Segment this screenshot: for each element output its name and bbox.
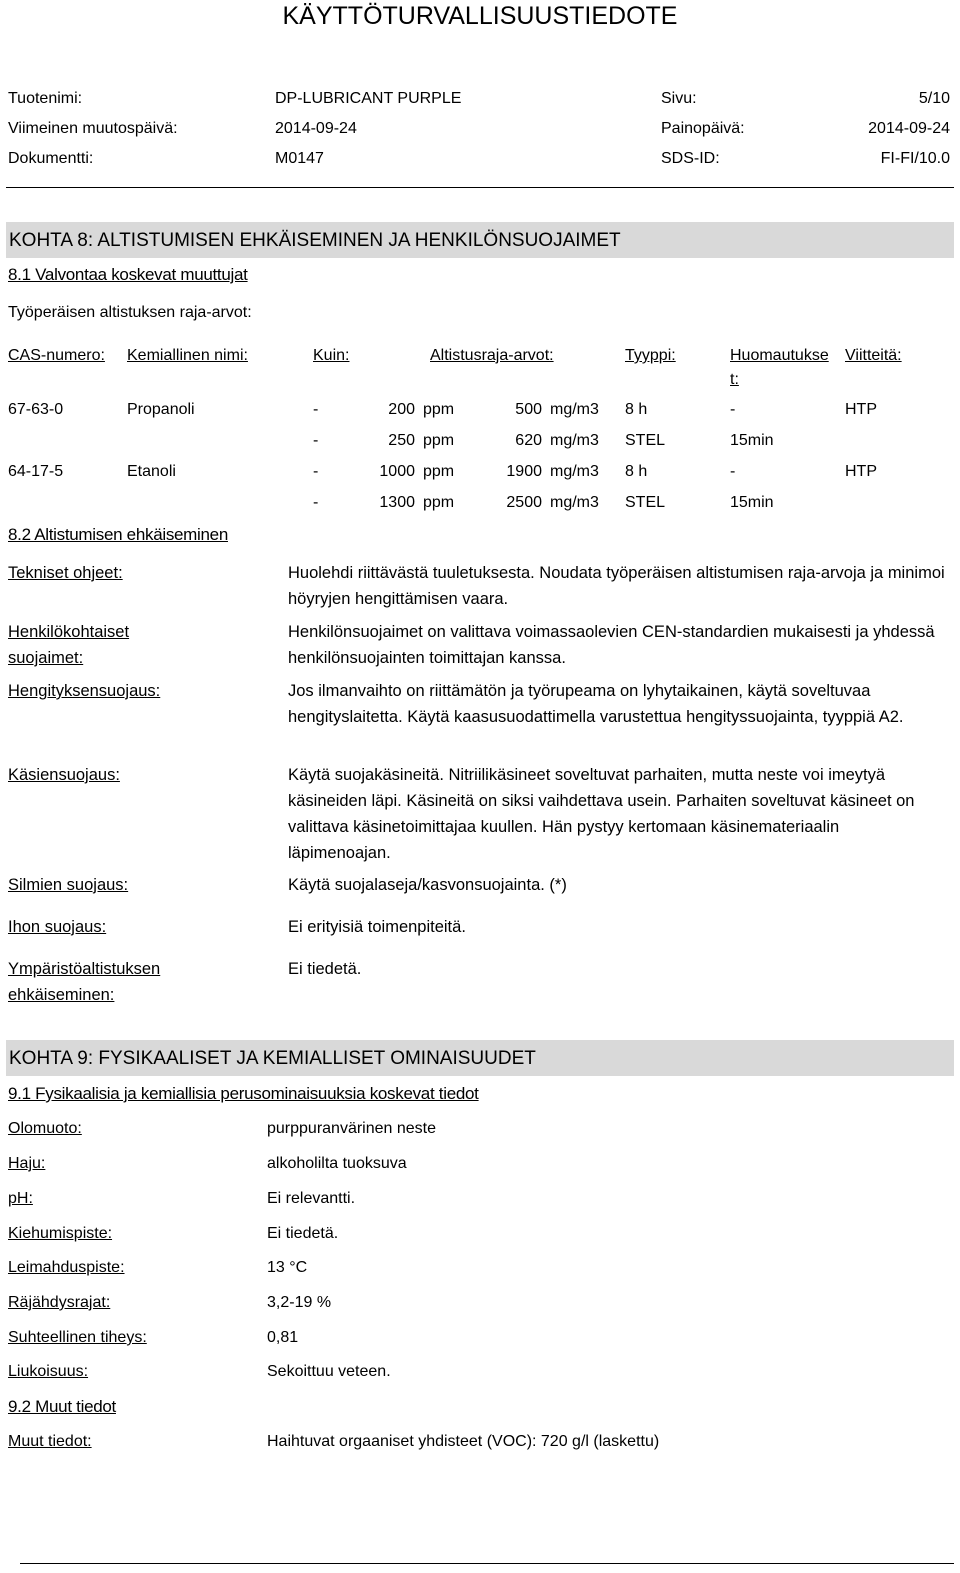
section8-heading-bar: [6, 222, 954, 258]
item-text-environmental: Ei tiedetä.: [288, 960, 362, 978]
prop-label: Liukoisuus:: [8, 1363, 89, 1380]
col-exposure-limits: Altistusraja-arvot:: [430, 347, 554, 364]
document-id-label: Dokumentti:: [8, 150, 94, 167]
print-date-value: 2014-09-24: [868, 120, 950, 137]
print-date-label: Painopäivä:: [661, 120, 745, 137]
product-name-value: DP-LUBRICANT PURPLE: [275, 90, 462, 107]
cell-ppm: 1000: [379, 463, 415, 480]
cell-mg: 620: [515, 432, 542, 449]
item-text-skin: Ei erityisiä toimenpiteitä.: [288, 918, 466, 936]
prop-label: Räjähdysrajat:: [8, 1294, 111, 1311]
prop-label: Olomuoto:: [8, 1120, 82, 1137]
section9-2-subheading: 9.2 Muut tiedot: [8, 1397, 116, 1416]
cell-mg-unit: mg/m3: [550, 463, 599, 480]
cell-ref: HTP: [845, 401, 877, 418]
cell-note: -: [730, 463, 736, 480]
item-label-hand: Käsiensuojaus:: [8, 766, 120, 784]
section8-2-subheading: 8.2 Altistumisen ehkäiseminen: [8, 525, 228, 544]
col-type: Tyyppi:: [625, 347, 676, 364]
section8-1-subheading: 8.1 Valvontaa koskevat muuttujat: [8, 265, 248, 284]
other-info-label: Muut tiedot:: [8, 1433, 92, 1450]
cell-type: STEL: [625, 494, 666, 511]
cell-type: 8 h: [625, 401, 648, 418]
prop-label: Suhteellinen tiheys:: [8, 1329, 147, 1346]
revised-date-label: Viimeinen muutospäivä:: [8, 120, 178, 137]
cell-mg-unit: mg/m3: [550, 432, 599, 449]
cell-mg: 500: [515, 401, 542, 418]
revised-date-value: 2014-09-24: [275, 120, 357, 137]
col-references: Viitteitä:: [845, 347, 902, 364]
exposure-limits-intro: Työperäisen altistuksen raja-arvot:: [8, 304, 252, 321]
item-text-eye: Käytä suojalaseja/kasvonsuojainta. (*): [288, 876, 567, 894]
col-kuin: Kuin:: [313, 347, 350, 364]
prop-value: 13 °C: [267, 1259, 308, 1276]
cell-ref: HTP: [845, 463, 877, 480]
item-label-environmental: Ympäristöaltistuksen ehkäiseminen:: [8, 960, 161, 1004]
item-text-technical: Huolehdi riittävästä tuuletuksesta. Noudata työperäisen altistumisen raja-arvoja ja minimoi höyryjen hengittämisen vaara.: [288, 564, 945, 608]
prop-label: Kiehumispiste:: [8, 1225, 113, 1242]
cell-ppm-unit: ppm: [423, 432, 455, 449]
cell-mg: 2500: [506, 494, 542, 511]
prop-value: 3,2-19 %: [267, 1294, 332, 1311]
item-text-respiratory: Jos ilmanvaihto on riittämätön ja työrupeama on lyhytaikainen, käytä soveltuvaa hengityslaitetta. Käytä kaasusuodattimella varustettua hengityssuojainta, tyyppiä A2.: [288, 682, 904, 726]
cell-ppm: 250: [388, 432, 415, 449]
item-text-hand: Käytä suojakäsineitä. Nitriilikäsineet soveltuvat parhaiten, mutta neste voi imeytyä käsineiden läpi. Käsineitä on siksi vaihdettava usein. Parhaiten soveltuvat käsineet on valittava käsinetoimittajaa kuullen. Hän pystyy kertomaan käsinemateriaalin läpimenoajan.: [288, 766, 915, 862]
cell-mg-unit: mg/m3: [550, 494, 599, 511]
prop-value: purppuranvärinen neste: [267, 1120, 437, 1137]
cell-kuin: -: [313, 432, 319, 449]
prop-label: Leimahduspiste:: [8, 1259, 125, 1276]
cell-note: -: [730, 401, 736, 418]
prop-value: Ei relevantti.: [267, 1190, 356, 1207]
sds-id-value: FI-FI/10.0: [880, 150, 950, 167]
cell-cas: 64-17-5: [8, 463, 64, 480]
cell-cas: 67-63-0: [8, 401, 64, 418]
cell-ppm: 200: [388, 401, 415, 418]
section9-heading: KOHTA 9: FYSIKAALISET JA KEMIALLISET OMINAISUUDET: [9, 1048, 536, 1069]
prop-value: 0,81: [267, 1329, 299, 1346]
footer-divider: [20, 1563, 954, 1564]
cell-kuin: -: [313, 494, 319, 511]
product-name-label: Tuotenimi:: [8, 90, 83, 107]
document-title: KÄYTTÖTURVALLISUUSTIEDOTE: [282, 2, 678, 30]
prop-value: alkoholilta tuoksuva: [267, 1155, 407, 1172]
col-notes: Huomautukse: [730, 347, 829, 364]
prop-label: pH:: [8, 1190, 33, 1207]
other-info-value: Haihtuvat orgaaniset yhdisteet (VOC): 720 g/l (laskettu): [267, 1433, 660, 1450]
cell-kuin: -: [313, 401, 319, 418]
item-text-personal: Henkilönsuojaimet on valittava voimassaolevien CEN-standardien mukaisesti ja yhdessä henkilönsuojainten toimittajan kanssa.: [288, 623, 935, 667]
prop-value: Ei tiedetä.: [267, 1225, 339, 1242]
page-label: Sivu:: [661, 90, 697, 107]
header-divider: [6, 187, 954, 188]
sds-id-label: SDS-ID:: [661, 150, 720, 167]
prop-label: Haju:: [8, 1155, 46, 1172]
cell-mg: 1900: [506, 463, 542, 480]
cell-ppm-unit: ppm: [423, 463, 455, 480]
col-notes-cont: t:: [730, 371, 739, 388]
prop-value: Sekoittuu veteen.: [267, 1363, 391, 1380]
item-label-skin: Ihon suojaus:: [8, 918, 107, 936]
page-value: 5/10: [918, 90, 950, 107]
cell-note: 15min: [730, 494, 774, 511]
section9-heading-bar: [6, 1040, 954, 1076]
document-id-value: M0147: [275, 150, 324, 167]
cell-type: 8 h: [625, 463, 648, 480]
item-label-eye: Silmien suojaus:: [8, 876, 129, 894]
cell-type: STEL: [625, 432, 666, 449]
item-label-personal: Henkilökohtaiset suojaimet:: [8, 623, 130, 667]
cell-name: Etanoli: [127, 463, 176, 480]
item-label-technical: Tekniset ohjeet:: [8, 564, 123, 582]
col-chemical-name: Kemiallinen nimi:: [127, 347, 248, 364]
section8-heading: KOHTA 8: ALTISTUMISEN EHKÄISEMINEN JA HENKILÖNSUOJAIMET: [9, 230, 621, 251]
cell-kuin: -: [313, 463, 319, 480]
cell-ppm-unit: ppm: [423, 401, 455, 418]
item-label-respiratory: Hengityksensuojaus:: [8, 682, 161, 700]
col-cas: CAS-numero:: [8, 347, 105, 364]
cell-note: 15min: [730, 432, 774, 449]
cell-ppm-unit: ppm: [423, 494, 455, 511]
cell-ppm: 1300: [379, 494, 415, 511]
section9-1-subheading: 9.1 Fysikaalisia ja kemiallisia perusominaisuuksia koskevat tiedot: [8, 1084, 479, 1103]
cell-name: Propanoli: [127, 401, 195, 418]
cell-mg-unit: mg/m3: [550, 401, 599, 418]
